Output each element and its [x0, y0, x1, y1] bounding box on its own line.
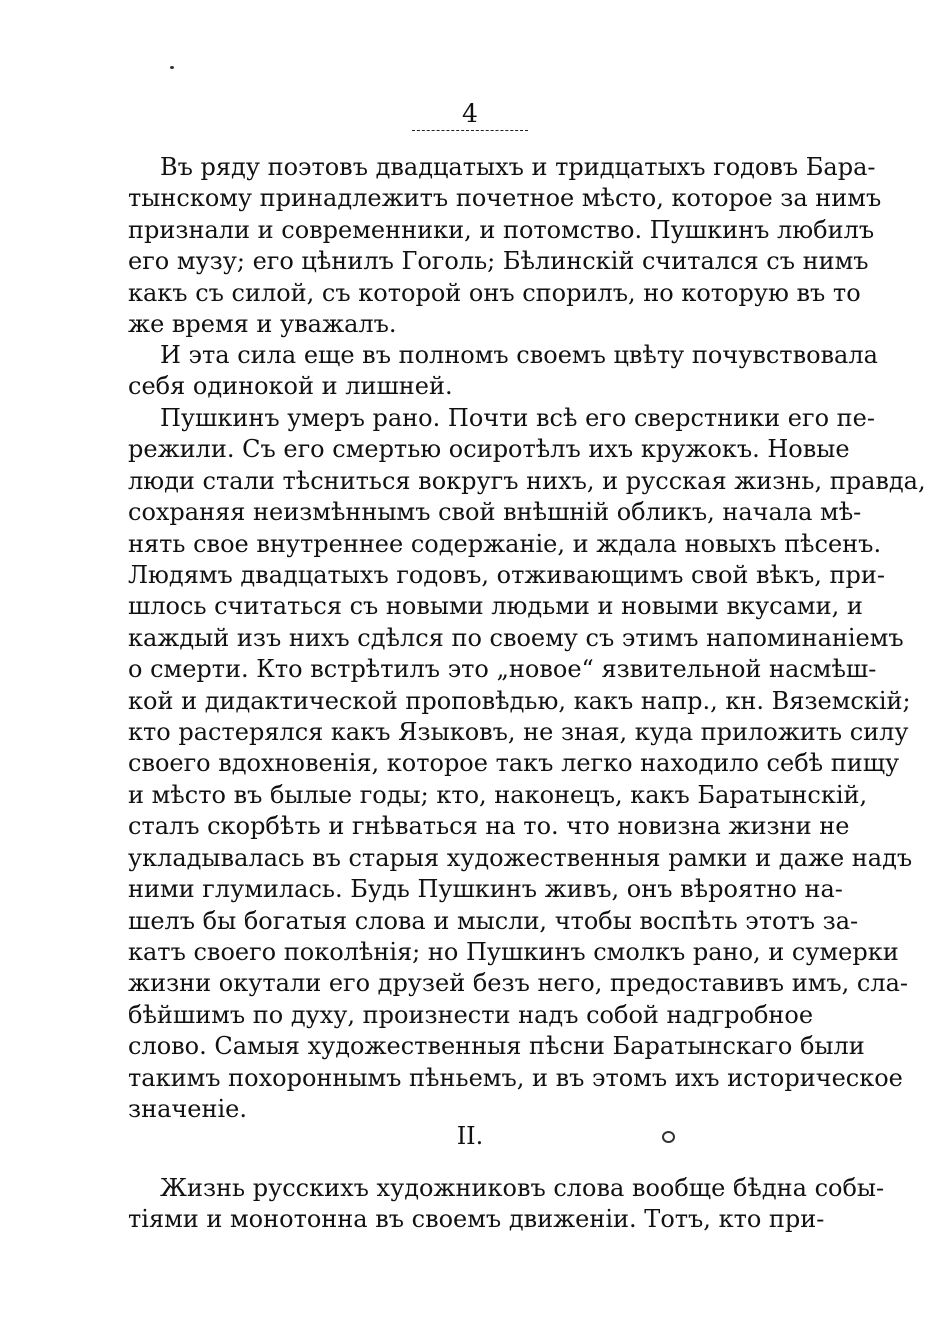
text-line: слово. Самыя художественныя пѣсни Баратынскаго были	[128, 1032, 865, 1061]
text-line: режили. Съ его смертью осиротѣлъ ихъ кружокъ. Новые	[128, 435, 850, 464]
text-line: своего вдохновенія, которое такъ легко находило себѣ пищу	[128, 749, 900, 778]
text-line: сохраняя неизмѣннымъ свой внѣшній обликъ, начала мѣ-	[128, 498, 862, 527]
text-line: тынскому принадлежитъ почетное мѣсто, которое за нимъ	[128, 184, 882, 213]
text-line: каждый изъ нихъ сдѣлся по своему съ этимъ напоминаніемъ	[128, 623, 904, 652]
text-line: катъ своего поколѣнія; но Пушкинъ смолкъ рано, и сумерки	[128, 937, 899, 966]
text-line: Людямъ двадцатыхъ годовъ, отживающимъ свой вѣкъ, при-	[128, 561, 886, 590]
text-line: тіями и монотонна въ своемъ движеніи. Тотъ, кто при-	[128, 1205, 825, 1234]
paragraph-1	[128, 152, 882, 340]
ink-speck	[170, 66, 174, 69]
text-line: признали и современники, и потомство. Пушкинъ любилъ	[128, 215, 875, 244]
text-line: кой и дидактической проповѣдью, какъ напр., кн. Вяземскій;	[128, 686, 911, 715]
text-line: кто растерялся какъ Языковъ, не зная, куда приложить силу	[128, 718, 909, 747]
text-line: шлось считаться съ новыми людьми и новыми вкусами, и	[128, 592, 863, 621]
section-heading: II.	[456, 1122, 484, 1150]
section-paragraph	[128, 1173, 885, 1236]
text-line: о смерти. Кто встрѣтилъ это „новое“ язвительной насмѣш-	[128, 655, 877, 684]
text-line: бѣйшимъ по духу, произнести надъ собой надгробное	[128, 1000, 814, 1029]
text-line: же время и уважалъ.	[128, 310, 397, 339]
text-line: ними глумилась. Будь Пушкинъ живъ, онъ вѣроятно на-	[128, 875, 843, 904]
text-line: сталъ скорбѣть и гнѣваться на то. что новизна жизни не	[128, 812, 850, 841]
ink-speck	[662, 1131, 675, 1143]
text-line: значеніе.	[128, 1094, 247, 1123]
text-line: шелъ бы богатыя слова и мысли, чтобы воспѣть этотъ за-	[128, 906, 859, 935]
paragraph-2	[128, 340, 878, 403]
text-line: И эта сила еще въ полномъ своемъ цвѣту почувствовала	[160, 341, 878, 369]
text-line: себя одинокой и лишней.	[128, 372, 453, 401]
text-line: укладывалась въ старыя художественныя рамки и даже надъ	[128, 843, 913, 872]
text-line: нять свое внутреннее содержаніе, и ждала новыхъ пѣсенъ.	[128, 529, 882, 558]
text-line: Пушкинъ умеръ рано. Почти всѣ его сверстники его пе-	[160, 404, 875, 432]
text-line: жизни окутали его друзей безъ него, предоставивъ имъ, сла-	[128, 969, 908, 998]
text-line: и мѣсто въ былые годы; кто, наконецъ, какъ Баратынскій,	[128, 780, 868, 809]
page-number: 4	[412, 100, 528, 131]
text-line: такимъ похороннымъ пѣньемъ, и въ этомъ ихъ историческое	[128, 1063, 903, 1092]
text-line: Жизнь русскихъ художниковъ слова вообще бѣдна собы-	[160, 1174, 885, 1202]
text-line: какъ съ силой, съ которой онъ спорилъ, но которую въ то	[128, 278, 861, 307]
text-line: его музу; его цѣнилъ Гоголь; Бѣлинскій считался съ нимъ	[128, 247, 869, 276]
text-line: люди стали тѣсниться вокругъ нихъ, и русская жизнь, правда,	[128, 466, 926, 495]
text-line: Въ ряду поэтовъ двадцатыхъ и тридцатыхъ годовъ Бара-	[160, 153, 876, 181]
paragraph-3	[128, 403, 926, 1125]
